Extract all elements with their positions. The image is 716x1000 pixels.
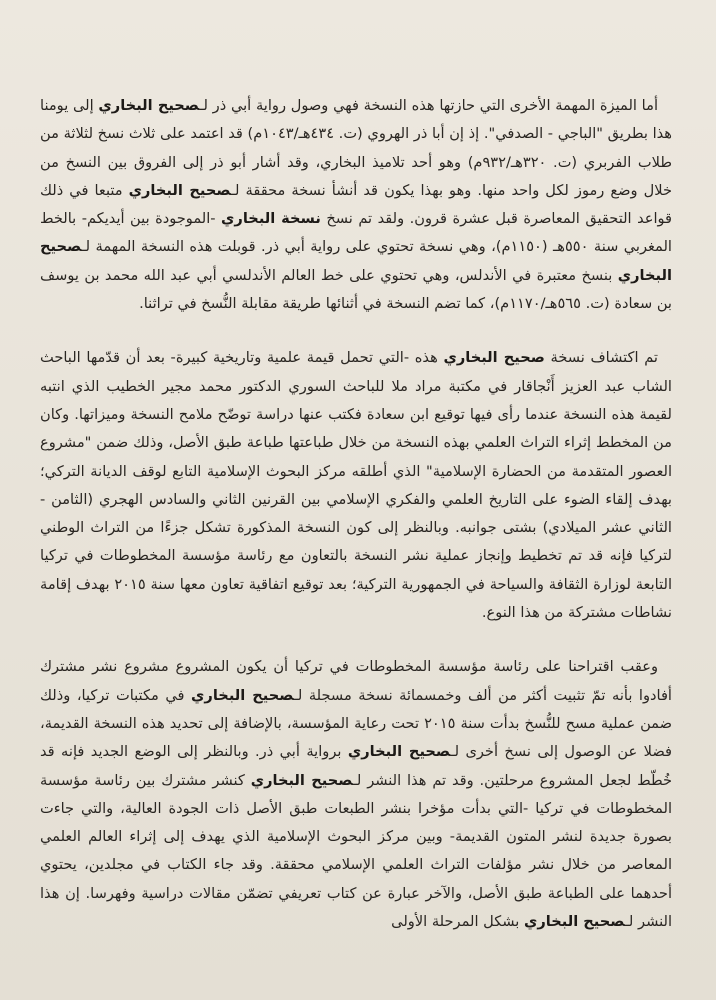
text-run: تم اكتشاف نسخة (544, 349, 658, 367)
bold-title: صحيح البخاري (250, 771, 353, 789)
bold-title: صحيح البخاري (523, 913, 625, 931)
paragraph-2 (40, 344, 672, 627)
text-run: كنشر مشترك بين رئاسة مؤسسة المخطوطات في تركيا -التي بدأت مؤخرا بنشر الطبعات طبق الأصل ذات الجودة العالية، والتي جاءت بصورة جديدة لنشر المتون القديمة- وبين مركز البحوث الإسلامية الذي يهدف إلى إثراء العالم العلمي المعاصر من خلال نشر مؤلفات التراث العلمي الإسلامي محققة. وقد جاء الكتاب في مجلدين، يحتوي أحدهما على الطباعة طبق الأصل، والآخر عبارة عن كتاب تعريفي تضمّن مقالات دراسية وفهرسا. إن هذا النشر لـ (40, 771, 672, 931)
text-run: في مكتبات تركيا، وذلك ضمن عملية مسح للنُّسخ بدأت سنة ٢٠١٥ تحت رعاية المؤسسة، بالإضافة إلى تحديد هذه النسخة القديمة، فضلا عن الوصول إلى نسخ أخرى لـ (40, 686, 673, 761)
text-run: بشكل المرحلة الأولى (391, 913, 524, 931)
text-run: وعقب اقتراحنا على رئاسة مؤسسة المخطوطات في تركيا أن يكون المشروع مشروع نشر مشترك أفادوا بأنه تمّ تثبيت أكثر من ألف وخمسمائة نسخة مسجلة لـ (40, 658, 672, 704)
bold-title: صحيح البخاري (128, 181, 231, 199)
bold-title: صحيح البخاري (347, 743, 451, 761)
paragraph-3 (40, 653, 672, 936)
bold-title: صحيح البخاري (98, 97, 200, 114)
text-run: هذه -التي تحمل قيمة علمية وتاريخية كبيرة- بعد أن قدّمها الباحث الشاب عبد العزيز أَنْجاقار في مكتبة مراد ملا للباحث السوري الدكتور محمد مجير الخطيب الذي انتبه لقيمة هذه النسخة عندما رأى فيها توقيع ابن سعادة فكتب عنها دراسة توضّح ملامح النسخة وميزاتها. وكان من المخطط إثراء التراث العلمي بهذه النسخة من خلال طباعتها طباعة طبق الأصل، وذلك ضمن "مشروع العصور المتقدمة من الحضارة الإسلامية" الذي أطلقه مركز البحوث الإسلامية التابع لوقف الديانة التركي؛ بهدف إلقاء الضوء على التاريخ العلمي والفكري الإسلامي بين القرنين الثاني والسادس الهجري (الثامن - الثاني عشر الميلادي) بشتى جوانبه. وبالنظر إلى كون النسخة المذكورة تشكل جزءًا من التراث الوطني لتركيا فإنه قد تم تخطيط وإنجاز عملية نشر النسخة بالتعاون مع رئاسة مؤسسة المخطوطات في تركيا التابعة لوزارة الثقافة والسياحة في الجمهورية التركية؛ بعد توقيع اتفاقية تعاون معها سنة ٢٠١٥ بهدف إقامة نشاطات مشتركة من هذا النوع. (40, 349, 673, 622)
paragraph-1 (40, 92, 672, 318)
text-run: بنسخ معتبرة في الأندلس، وهي تحتوي على خط العالم الأندلسي أبي عبد الله محمد بن يوسف بن سعادة (ت. ٥٦٥هـ/١١٧٠م)، كما تضم النسخة في أثنائها طريقة مقابلة النُّسخ في تراثنا. (40, 266, 672, 313)
text-run: إلى يومنا هذا بطريق "الباجي - الصدفي". إذ إن أبا ذر الهروي (ت. ٤٣٤هـ/١٠٤٣م) قد اعتمد على ثلاث نسخ لثلاثة من طلاب الفربري (ت. ٣٢٠هـ/٩٣٢م) وهو أحد تلاميذ البخاري، وقد أشار أبو ذر إلى الفروق بين النسخ من خلال وضع رموز لكل واحد منها. وهو بهذا يكون قد أنشأ نسخة محققة لـ (40, 97, 672, 199)
bold-title: نسخة البخاري (221, 210, 321, 228)
page-text (40, 92, 672, 936)
bold-title: صحيح البخاري (40, 238, 672, 284)
text-run: أما الميزة المهمة الأخرى التي حازتها هذه النسخة فهي وصول رواية أبي ذر لـ (199, 97, 658, 114)
bold-title: صحيح البخاري (191, 686, 294, 704)
text-run: برواية أبي ذر. وبالنظر إلى الوضع الجديد فإنه قد خُطّط لجعل المشروع مرحلتين. وقد تم هذا النشر لـ (40, 743, 672, 789)
text-run: -الموجودة بين أيديكم- بالخط المغربي سنة ٥٥٠هـ (١١٥٠م)، وهي نسخة تحتوي على رواية أبي ذر. قوبلت هذه النسخة المهمة لـ (40, 210, 672, 256)
bold-title: صحيح البخاري (443, 349, 545, 367)
text-run: متبعا في ذلك قواعد التحقيق المعاصرة قبل عشرة قرون. ولقد تم نسخ (40, 181, 673, 228)
